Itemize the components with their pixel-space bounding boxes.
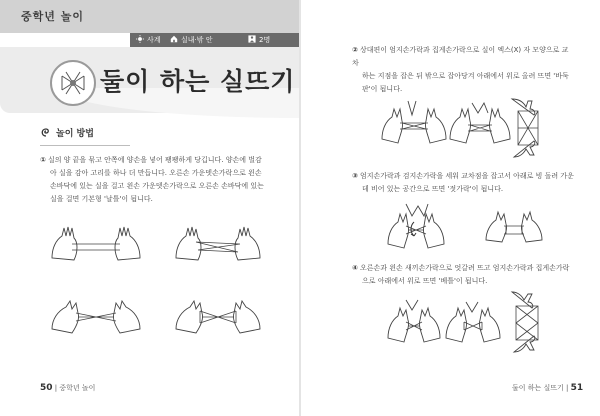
meta-players [248,34,270,46]
section-heading [40,124,130,140]
step-4-number: ④ [352,264,358,272]
step-1-line-4: 실을 걸면 기본형 '날틀'이 됩니다. [50,195,153,203]
section-heading-text: 놀이 방법 [56,129,94,139]
meta-strip [130,33,300,47]
right-page-number: 51 [570,383,584,393]
step-1-line-2: 아 실을 감아 고리를 하나 더 만듭니다. 오른손 가운뎃손가락으로 왼손 [50,169,262,177]
left-running-head: | 중학년 놀이 [54,384,96,392]
swirl-icon [40,126,52,138]
step-1-line-1: 실의 양 끝을 묶고 안쪽에 양손을 넣어 팽팽하게 당깁니다. 양손에 벌감 [47,156,262,164]
step-3-line-2: 데 비어 있는 공간으로 뜨면 '젓가락'이 됩니다. [362,185,504,193]
step-2-text [352,44,574,96]
step-2-line-1: 상대편이 엄지손가락과 집게손가락으로 실이 엑스(X) 자 모양으로 교차 [352,46,569,67]
step-2-illustration-c [508,97,548,159]
step-3-illustration-a [384,200,448,254]
meta-season [136,34,161,46]
step-1-illustration-b [170,222,266,266]
step-1-number: ① [40,156,46,164]
book-gutter [299,0,301,416]
step-2-illustration-a [378,97,450,149]
step-4-illustration-b [444,300,502,346]
step-1-text [40,154,280,206]
section-heading-underline [40,145,130,146]
category-band [0,0,300,33]
meta-players-label: 2명 [259,36,271,44]
step-3-text [352,170,574,196]
string-figure-emblem-icon [52,62,94,104]
right-running-head: 둘이 하는 실뜨기 | [512,384,569,392]
step-4-line-2: 으로 아래에서 위로 뜨면 '베틀'이 됩니다. [362,277,488,285]
step-2-line-3: 판'이 됩니다. [362,85,403,93]
left-page-number: 50 [40,383,53,393]
step-3-number: ③ [352,172,358,180]
sun-icon [136,35,144,43]
left-folio [40,383,95,393]
right-folio [512,383,583,393]
step-1-illustration-c [48,295,144,339]
step-2-line-2: 하는 지점을 잡은 뒤 밖으로 잡아당겨 아래에서 위로 올려 뜨면 '바둑 [362,72,569,80]
step-3-illustration-b [484,206,544,246]
step-2-number: ② [352,46,358,54]
step-2-illustration-b [448,97,512,149]
page-title: 둘이 하는 실뜨기 [100,67,296,96]
meta-place-label: 실내·밖 안 [181,36,213,44]
step-1-illustration-a [48,222,144,266]
step-3-line-1: 엄지손가락과 검지손가락을 세워 교차점을 잡고서 아래로 빙 돌려 가운 [359,172,574,180]
person-icon [248,35,256,43]
title-emblem [50,60,96,106]
meta-place [170,34,213,46]
meta-season-label: 사계 [147,36,161,44]
house-icon [170,35,178,43]
category-label: 중학년 놀이 [21,10,84,23]
step-1-illustration-d [170,295,266,339]
step-4-illustration-c [508,290,546,354]
step-4-illustration-a [386,296,442,348]
step-4-line-1: 오른손과 왼손 새끼손가락으로 엇갈려 뜨고 엄지손가락과 집게손가락 [359,264,570,272]
step-1-line-3: 손바닥에 있는 실을 걸고 왼손 가운뎃손가락으로 오른손 손바닥에 있는 [50,182,264,190]
step-4-text [352,262,574,288]
